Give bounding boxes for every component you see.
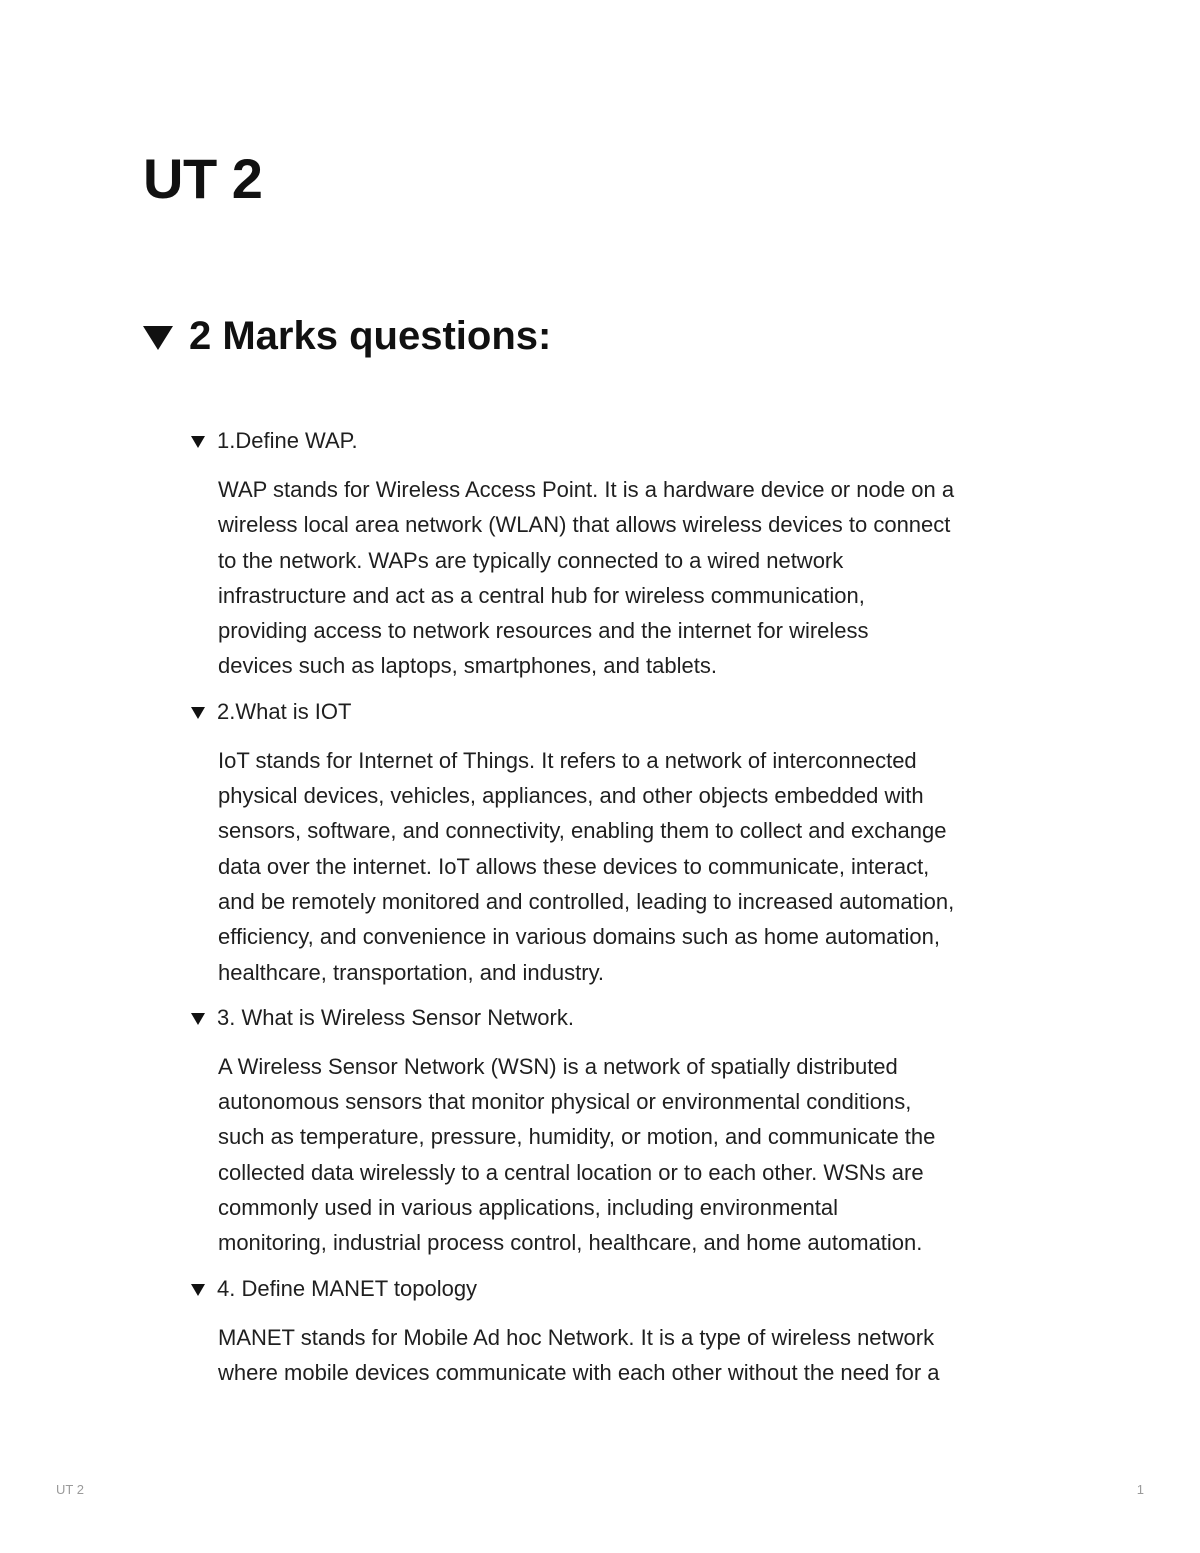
question-toggle-1[interactable] [190, 422, 1080, 460]
answer-line: MANET stands for Mobile Ad hoc Network. It is a type of wireless network [218, 1324, 935, 1350]
answer-text [218, 472, 1078, 684]
section-heading: 2 Marks questions: [189, 314, 552, 358]
triangle-down-icon[interactable] [191, 436, 205, 448]
triangle-down-icon[interactable] [191, 1013, 205, 1025]
answer-text [218, 1320, 1078, 1391]
question-toggle-2[interactable] [190, 693, 1080, 731]
triangle-down-icon[interactable] [191, 707, 205, 719]
answer-line: monitoring, industrial process control, healthcare, and home automation. [218, 1230, 923, 1256]
question-list [190, 422, 1080, 1399]
question-item-2 [190, 693, 1080, 990]
triangle-down-icon[interactable] [143, 326, 173, 350]
answer-line: devices such as laptops, smartphones, and tablets. [218, 653, 717, 679]
answer-line: data over the internet. IoT allows these devices to communicate, interact, [218, 853, 930, 879]
answer-line: infrastructure and act as a central hub for wireless communication, [218, 582, 865, 608]
question-toggle-3[interactable] [190, 999, 1080, 1037]
answer-text [218, 743, 1078, 990]
triangle-down-icon[interactable] [191, 1284, 205, 1296]
section-toggle-2-marks[interactable] [143, 308, 551, 364]
question-item-4 [190, 1270, 1080, 1391]
answer-line: collected data wirelessly to a central location or to each other. WSNs are [218, 1159, 924, 1185]
answer-line: commonly used in various applications, including environmental [218, 1195, 838, 1221]
answer-line: healthcare, transportation, and industry. [218, 959, 605, 985]
answer-line: A Wireless Sensor Network (WSN) is a network of spatially distributed [218, 1053, 898, 1079]
answer-line: IoT stands for Internet of Things. It refers to a network of interconnected [218, 747, 917, 773]
question-label: 4. Define MANET topology [217, 1275, 478, 1301]
answer-line: physical devices, vehicles, appliances, and other objects embedded with [218, 783, 924, 809]
answer-line: where mobile devices communicate with each other without the need for a [218, 1359, 940, 1385]
answer-line: sensors, software, and connectivity, enabling them to collect and exchange [218, 818, 947, 844]
answer-line: to the network. WAPs are typically connected to a wired network [218, 547, 844, 573]
question-item-3 [190, 999, 1080, 1261]
question-label: 1.Define WAP. [217, 428, 358, 453]
question-item-1 [190, 422, 1080, 684]
answer-line: providing access to network resources and the internet for wireless [218, 618, 869, 644]
answer-line: efficiency, and convenience in various domains such as home automation, [218, 924, 940, 950]
answer-line: WAP stands for Wireless Access Point. It is a hardware device or node on a [218, 477, 955, 502]
answer-text [218, 1049, 1078, 1261]
answer-line: wireless local area network (WLAN) that allows wireless devices to connect [218, 512, 951, 538]
footer-page-number: 1 [1136, 1482, 1144, 1497]
question-toggle-4[interactable] [190, 1270, 1080, 1308]
question-label: 3. What is Wireless Sensor Network. [217, 1004, 574, 1030]
answer-line: autonomous sensors that monitor physical or environmental conditions, [218, 1089, 912, 1115]
answer-line: and be remotely monitored and controlled, leading to increased automation, [218, 888, 955, 914]
page-title: UT 2 [143, 147, 263, 210]
question-label: 2.What is IOT [217, 698, 352, 724]
answer-line: such as temperature, pressure, humidity, or motion, and communicate the [218, 1124, 936, 1150]
footer-doc-title: UT 2 [56, 1482, 84, 1497]
